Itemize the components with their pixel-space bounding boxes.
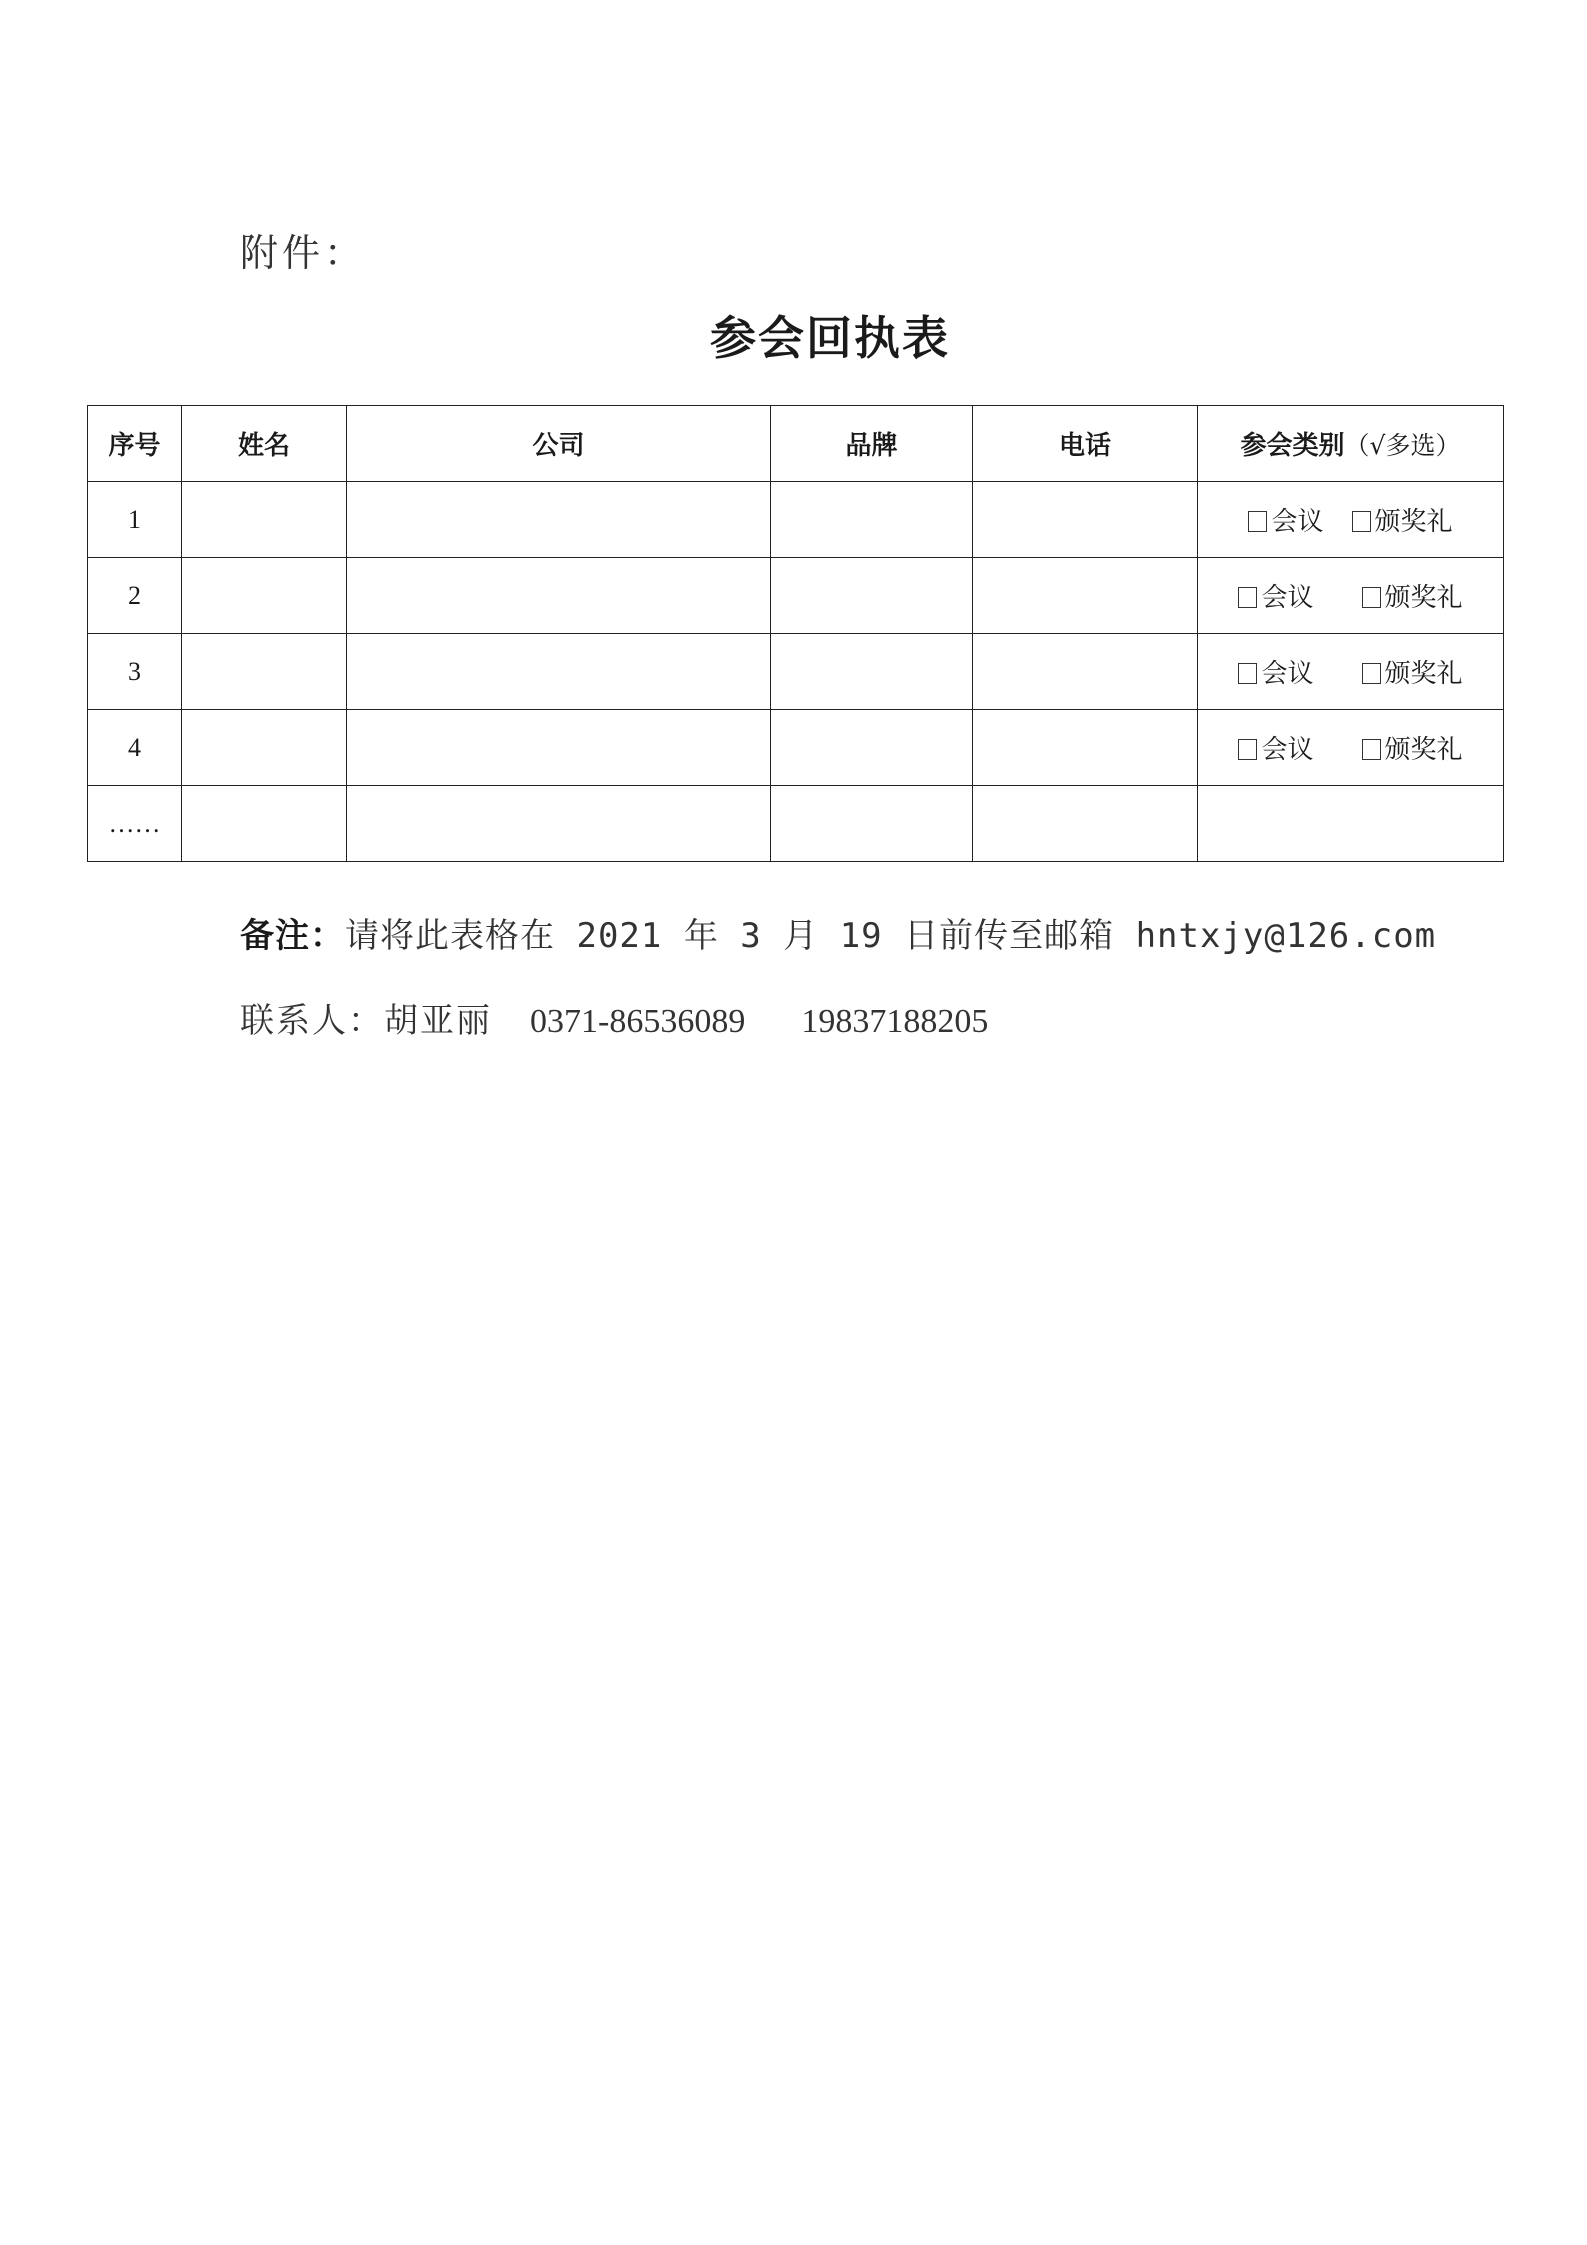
row-number: …… (88, 786, 182, 862)
company-cell[interactable] (347, 634, 771, 710)
contact-phone-landline: 0371-86536089 (530, 1003, 746, 1040)
option-label: 颁奖礼 (1384, 659, 1463, 689)
row-number: 3 (88, 634, 182, 710)
header-phone: 电话 (973, 406, 1198, 482)
header-brand: 品牌 (771, 406, 973, 482)
option-label: 颁奖礼 (1374, 507, 1453, 537)
name-cell[interactable] (182, 482, 347, 558)
checkbox-icon[interactable] (1238, 663, 1257, 684)
attachment-label: 附件： (240, 231, 367, 275)
option-label: 颁奖礼 (1384, 735, 1463, 765)
category-cell (1198, 634, 1504, 710)
remark-label: 备注： (240, 916, 345, 956)
category-cell[interactable] (1198, 786, 1504, 862)
company-cell[interactable] (347, 558, 771, 634)
table-row (88, 558, 1504, 634)
checkbox-icon[interactable] (1248, 511, 1267, 532)
company-cell[interactable] (347, 482, 771, 558)
name-cell[interactable] (182, 710, 347, 786)
option-label: 颁奖礼 (1384, 583, 1463, 613)
header-seq: 序号 (88, 406, 182, 482)
option-meeting[interactable] (1238, 653, 1313, 690)
header-category-note: （√多选） (1344, 431, 1461, 460)
row-number: 2 (88, 558, 182, 634)
category-cell (1198, 482, 1504, 558)
registration-table (87, 405, 1504, 862)
contact-phone-mobile: 19837188205 (801, 1003, 989, 1040)
name-cell[interactable] (182, 786, 347, 862)
phone-cell[interactable] (973, 558, 1198, 634)
option-label: 会议 (1261, 659, 1314, 689)
header-category-label: 参会类别 (1240, 431, 1345, 461)
option-meeting[interactable] (1238, 729, 1313, 766)
table-header-row (88, 406, 1504, 482)
option-award[interactable] (1362, 729, 1463, 766)
option-award[interactable] (1352, 501, 1453, 538)
header-company: 公司 (347, 406, 771, 482)
page-title: 参会回执表 (710, 311, 950, 365)
company-cell[interactable] (347, 710, 771, 786)
table-row (88, 786, 1504, 862)
category-cell (1198, 710, 1504, 786)
brand-cell[interactable] (771, 786, 973, 862)
table-row (88, 482, 1504, 558)
checkbox-icon[interactable] (1362, 739, 1381, 760)
category-cell (1198, 558, 1504, 634)
checkbox-icon[interactable] (1362, 587, 1381, 608)
contact-line (240, 993, 988, 1042)
checkbox-icon[interactable] (1238, 739, 1257, 760)
checkbox-icon[interactable] (1238, 587, 1257, 608)
table-row (88, 710, 1504, 786)
name-cell[interactable] (182, 634, 347, 710)
remark-text: 请将此表格在 2021 年 3 月 19 日前传至邮箱 hntxjy@126.com (345, 916, 1437, 956)
brand-cell[interactable] (771, 558, 973, 634)
option-meeting[interactable] (1238, 577, 1313, 614)
checkbox-icon[interactable] (1352, 511, 1371, 532)
name-cell[interactable] (182, 558, 347, 634)
brand-cell[interactable] (771, 710, 973, 786)
remark (240, 908, 1436, 957)
phone-cell[interactable] (973, 634, 1198, 710)
phone-cell[interactable] (973, 786, 1198, 862)
brand-cell[interactable] (771, 634, 973, 710)
option-meeting[interactable] (1248, 501, 1323, 538)
checkbox-icon[interactable] (1362, 663, 1381, 684)
option-label: 会议 (1271, 507, 1324, 537)
row-number: 1 (88, 482, 182, 558)
brand-cell[interactable] (771, 482, 973, 558)
phone-cell[interactable] (973, 482, 1198, 558)
option-award[interactable] (1362, 577, 1463, 614)
option-label: 会议 (1261, 735, 1314, 765)
phone-cell[interactable] (973, 710, 1198, 786)
row-number: 4 (88, 710, 182, 786)
option-award[interactable] (1362, 653, 1463, 690)
contact-label: 联系人：胡亚丽 (240, 1001, 492, 1041)
header-category (1198, 406, 1504, 482)
option-label: 会议 (1261, 583, 1314, 613)
table-row (88, 634, 1504, 710)
header-name: 姓名 (182, 406, 347, 482)
company-cell[interactable] (347, 786, 771, 862)
